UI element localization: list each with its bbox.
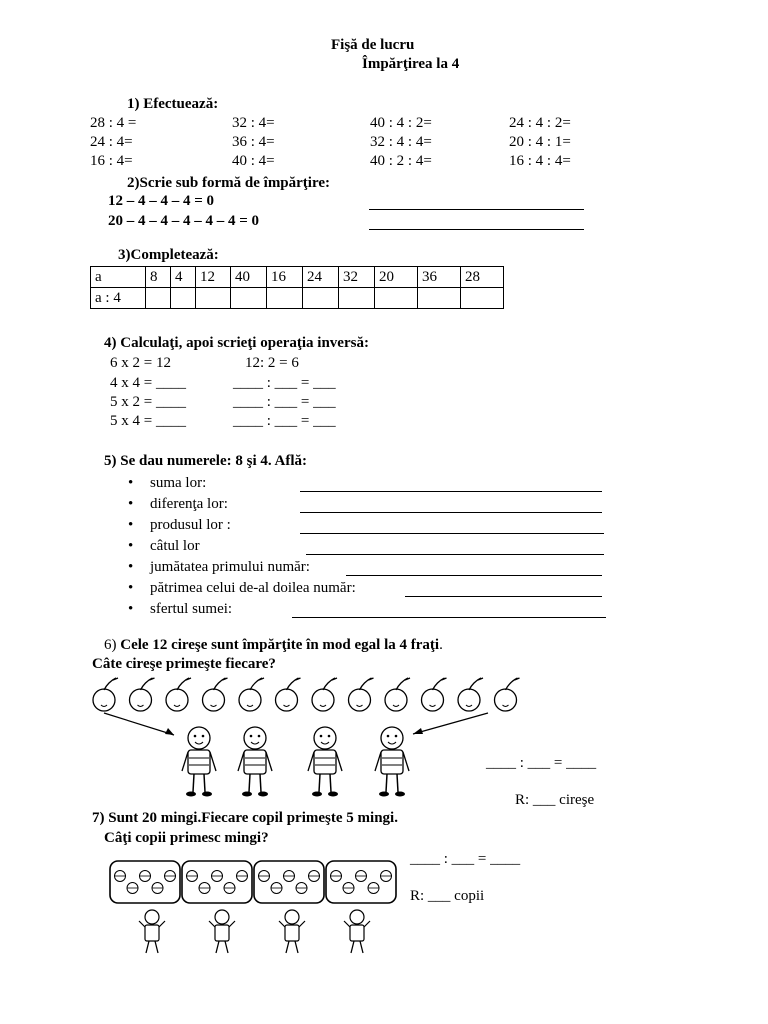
ex4-item: 12: 2 = 6 (245, 355, 299, 371)
ex3-cell: 4 (171, 267, 196, 288)
ex2-item: 12 – 4 – 4 – 4 = 0 (108, 193, 215, 209)
ex3-cell: 8 (146, 267, 171, 288)
ex4-heading: 4) Calculaţi, apoi scrieţi operaţia inversă: (104, 335, 369, 351)
ex3-cell: 12 (196, 267, 231, 288)
child-figure (279, 910, 305, 953)
ex6-text: Cele 12 cireşe sunt împărţite în mod egal la 4 fraţi (120, 637, 440, 653)
ex3-cell: 32 (339, 267, 375, 288)
ex3-row-label: a : 4 (91, 288, 146, 309)
ex4-item: ____ : ___ = ___ (233, 375, 336, 391)
child-figure (344, 910, 370, 953)
ball-box (110, 861, 180, 903)
ex1-item: 36 : 4= (232, 134, 275, 150)
worksheet-subtitle: Împărţirea la 4 (362, 56, 460, 72)
ex5-item: • pătrimea celui de-al doilea număr: (122, 579, 356, 600)
ex5-item: • produsul lor : (122, 516, 356, 537)
ball-box (254, 861, 324, 903)
ex1-item: 40 : 2 : 4= (370, 153, 432, 169)
ex1-item: 16 : 4 : 4= (509, 153, 571, 169)
ex3-cell: 16 (267, 267, 303, 288)
ex4-item: ____ : ___ = ___ (233, 394, 336, 410)
ex3-cell: a (91, 267, 146, 288)
ex1-item: 32 : 4= (232, 115, 275, 131)
ex2-heading: 2)Scrie sub formă de împărţire: (127, 175, 331, 191)
ex2-item: 20 – 4 – 4 – 4 – 4 – 4 = 0 (108, 213, 260, 229)
ex1-item: 40 : 4 : 2= (370, 115, 432, 131)
ex1-item: 24 : 4= (90, 134, 133, 150)
ex1-item: 32 : 4 : 4= (370, 134, 432, 150)
ex3-cell: 36 (418, 267, 461, 288)
worksheet-title: Fişă de lucru (331, 37, 415, 53)
ex4-item: ____ : ___ = ___ (233, 413, 336, 429)
ball-box (326, 861, 396, 903)
ex1-item: 40 : 4= (232, 153, 275, 169)
ex3-heading: 3)Completează: (118, 247, 219, 263)
ex4-item: 6 x 2 = 12 (110, 355, 171, 371)
ex6-equation: ____ : ___ = ____ (486, 755, 597, 771)
ex3-cell: 24 (303, 267, 339, 288)
ex1-item: 20 : 4 : 1= (509, 134, 571, 150)
ex5-item: • suma lor: (122, 474, 356, 495)
ex5-item: • sfertul sumei: (122, 600, 356, 621)
ex5-heading: 5) Se dau numerele: 8 şi 4. Află: (104, 453, 308, 469)
ex7-question-line2: Câţi copii primesc mingi? (104, 830, 269, 846)
ex5-item: • jumătatea primului număr: (122, 558, 356, 579)
ex3-cell: 20 (375, 267, 418, 288)
ex4-item: 5 x 4 = ____ (110, 413, 186, 429)
ex4-item: 5 x 2 = ____ (110, 394, 186, 410)
child-figure (209, 910, 235, 953)
ex4-item: 4 x 4 = ____ (110, 375, 186, 391)
ex1-heading: 1) Efectuează: (127, 96, 219, 112)
ex5-item: • diferenţa lor: (122, 495, 356, 516)
ex3-cell: 28 (461, 267, 504, 288)
ex5-item: • câtul lor (122, 537, 356, 558)
child-figure (139, 910, 165, 953)
ball-box (182, 861, 252, 903)
ex1-item: 16 : 4= (90, 153, 133, 169)
ex6-number: 6) (104, 637, 117, 653)
ex7-equation: ____ : ___ = ____ (410, 851, 521, 867)
ex7-question-line1: 7) Sunt 20 mingi.Fiecare copil primeşte 5 mingi. (92, 810, 398, 826)
ex1-item: 28 : 4 = (90, 115, 137, 131)
ex6-answer: R: ___ cireşe (515, 792, 595, 808)
ex7-answer: R: ___ copii (410, 888, 485, 904)
ex6-question-line2: Câte cireşe primeşte fiecare? (92, 656, 276, 672)
ex3-cell: 40 (231, 267, 267, 288)
ex6-text-end: . (439, 637, 443, 653)
ex1-item: 24 : 4 : 2= (509, 115, 571, 131)
